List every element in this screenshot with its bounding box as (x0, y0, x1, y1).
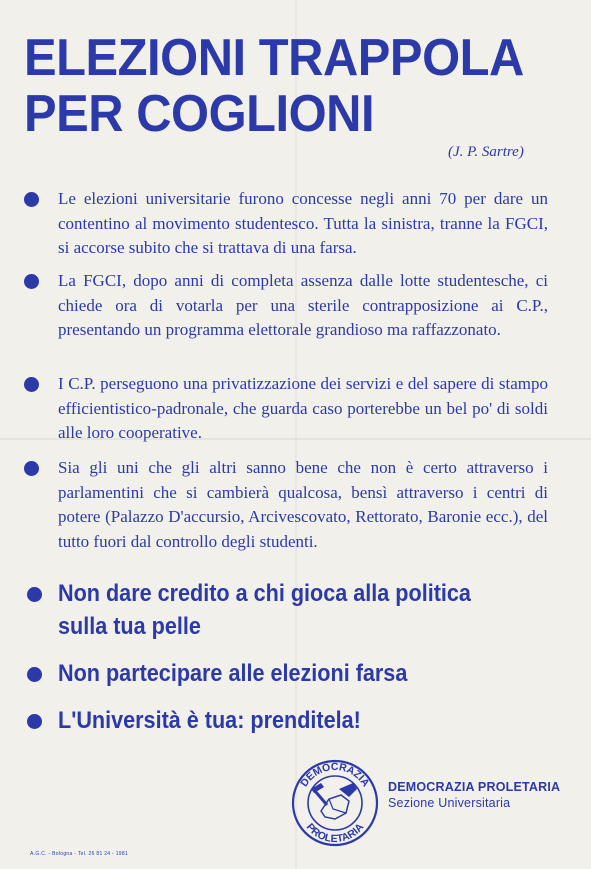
bullet-dot (24, 192, 39, 207)
poster-title (24, 30, 524, 142)
title-line-1: ELEZIONI TRAPPOLA (24, 29, 524, 87)
fist-emblem-icon (311, 783, 357, 819)
slogan-3: L'Università è tua: prenditela! (58, 707, 361, 734)
bullet-dot (24, 461, 39, 476)
bullet-dot (24, 377, 39, 392)
paragraph-1: Le elezioni universitarie furono concesse negli anni 70 per dare un contentino al movimento studentesco. Tutta la sinistra, tranne la FGCI, si accorse subito che si trattava di una farsa. (58, 189, 548, 257)
organization-section: Sezione Universitaria (388, 796, 511, 810)
democrazia-proletaria-logo (291, 759, 379, 847)
title-line-2: PER COGLIONI (24, 85, 375, 143)
logo-text-top: DEMOCRAZIA (298, 760, 372, 790)
bullet-dot (27, 587, 42, 602)
slogan-1-line-1: Non dare credito a chi gioca alla politica (58, 580, 471, 607)
slogan-2: Non partecipare alle elezioni farsa (58, 660, 408, 687)
paragraph-4: Sia gli uni che gli altri sanno bene che non è certo attraverso i parlamentini che si cambierà qualcosa, bensì attraverso i centri di potere (Palazzo D'accursio, Arcivescovato, Rettorato, Baronie ecc.), del tutto fuori dal controllo degli studenti. (58, 458, 548, 551)
organization-block (388, 779, 560, 811)
attribution: (J. P. Sartre) (448, 144, 524, 160)
printer-credit: A.G.C. - Bologna - Tel. 26 81 24 - 1981 (30, 851, 129, 857)
paragraph-2: La FGCI, dopo anni di completa assenza dalle lotte studentesche, ci chiede ora di votarla per una sterile contrapposizione ai C.P., presentando un programma elettorale grandioso ma raffazzonato. (58, 271, 548, 339)
logo-text-bottom: PROLETARIA (303, 821, 367, 846)
bullet-dot (27, 714, 42, 729)
slogan-1-line-2: sulla tua pelle (58, 613, 201, 640)
organization-name: DEMOCRAZIA PROLETARIA (388, 780, 561, 794)
bullet-dot (27, 667, 42, 682)
bullet-dot (24, 274, 39, 289)
paragraph-3: I C.P. perseguono una privatizzazione dei servizi e del sapere di stampo efficientistico-padronale, che guarda caso porterebbe un bel po' di soldi alle loro cooperative. (58, 374, 548, 442)
